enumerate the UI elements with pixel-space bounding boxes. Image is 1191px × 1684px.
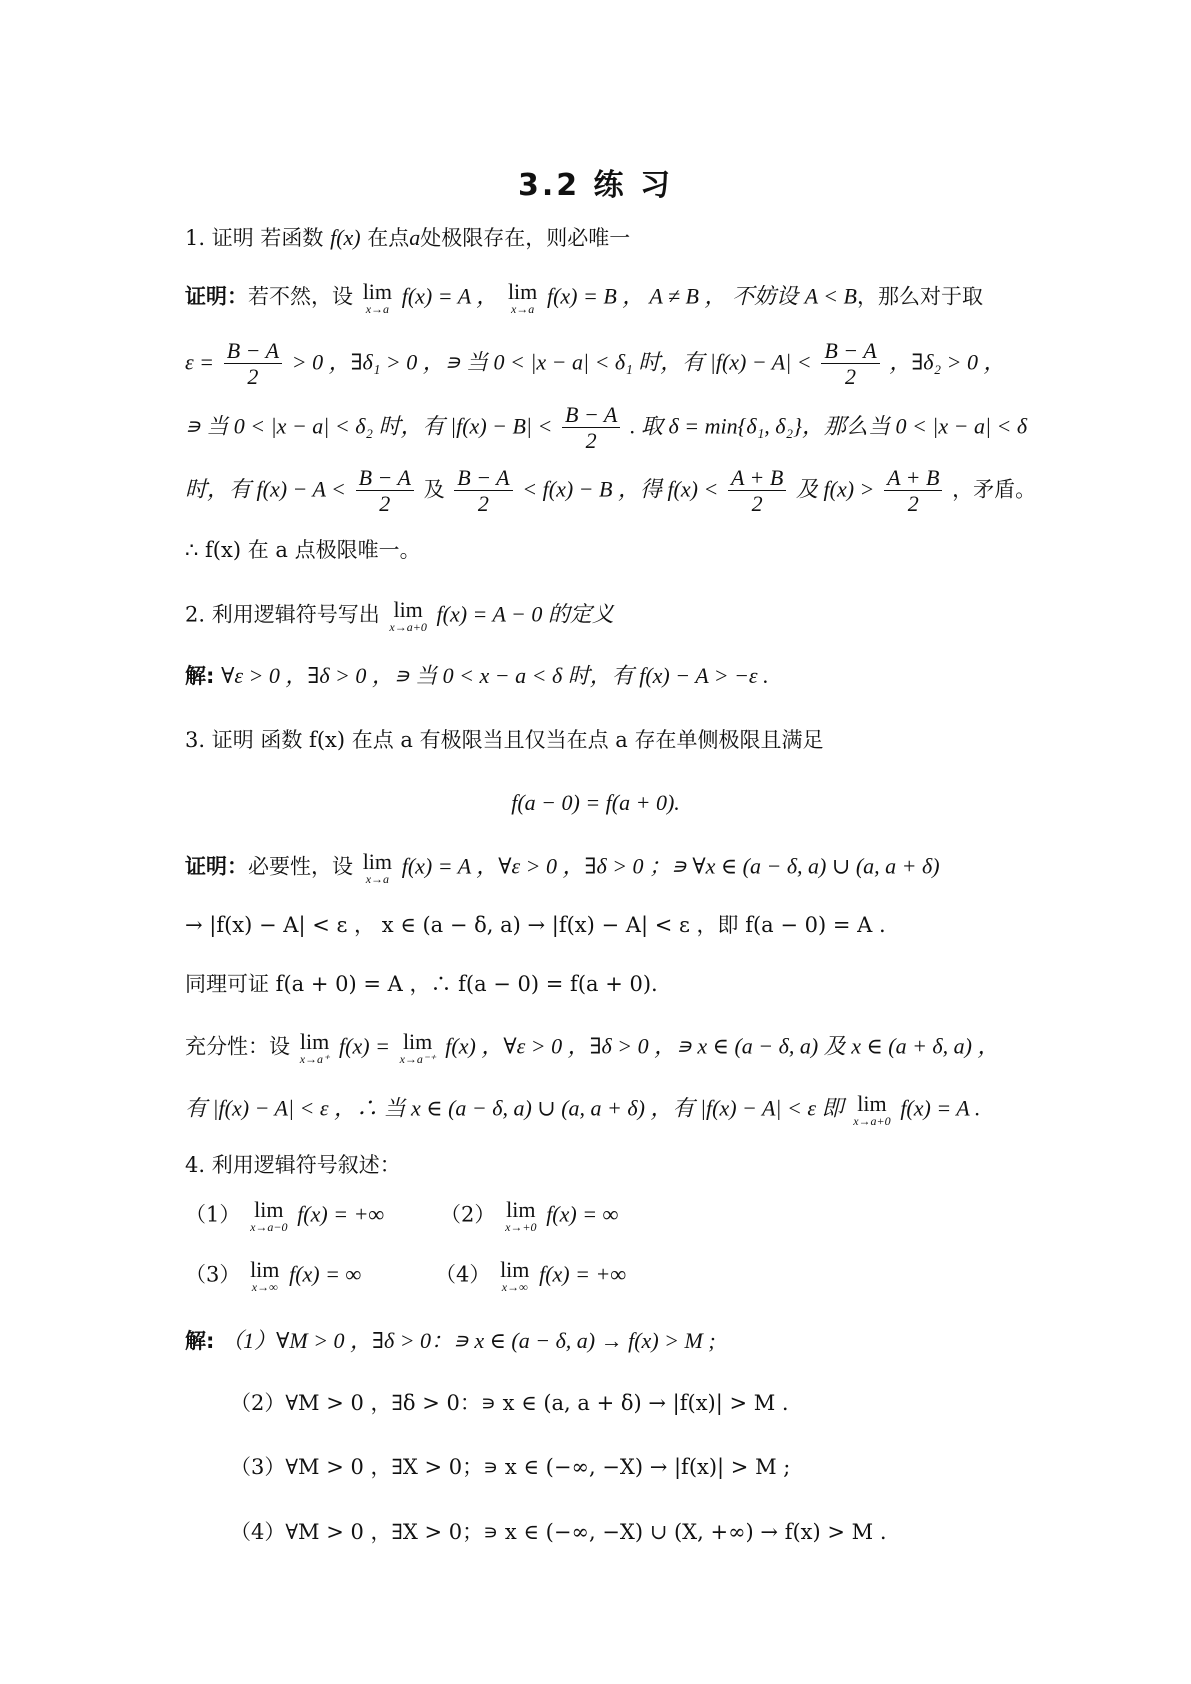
limit-operator: lim x→a⁻⁺ <box>399 1029 436 1067</box>
problem-4-item-3: （3） lim x→∞ f(x) = ∞ <box>185 1257 362 1295</box>
fraction: $\frac{B - A}{2}$ <box>454 465 512 517</box>
problem-3-proof-line-3: 同理可证 f(a + 0) = A ，∴ f(a − 0) = f(a + 0). <box>185 972 658 996</box>
limit-operator: lim x→a⁺ <box>299 1029 330 1067</box>
problem-1-proof-line-3: ∍ 当 0 < |x − a| < δ₂ 时，有 |f(x) − B| < $\frac{B - A}{2}$ . 取 δ = min{δ₁, δ₂}，那么当 0 < |x − a| < δ <box>185 402 1028 454</box>
problem-1-proof-line-1: 证明：若不然，设 lim x→a f(x) = A ， lim x→a f(x) = B ， A ≠ B ， 不妨设 A < B，那么对于取 <box>185 279 983 317</box>
problem-4-item-4: （4） lim x→∞ f(x) = +∞ <box>435 1257 626 1295</box>
problem-4-item-1: （1） lim x→a−0 f(x) = +∞ <box>185 1197 385 1235</box>
limit-operator: lim x→a <box>362 849 393 887</box>
problem-4-solution-4: （4）∀M > 0 ，∃X > 0；∍ x ∈ (−∞, −X) ∪ (X, +∞) → f(x) > M . <box>230 1520 887 1544</box>
fraction: $\frac{B - A}{2}$ <box>356 465 414 517</box>
page-title: 3.2 练 习 <box>517 168 674 203</box>
problem-1-proof-line-4: 时，有 f(x) − A < $\frac{B - A}{2}$ 及 $\frac{B - A}{2}$ < f(x) − B ，得 f(x) < $\frac{A + B}{2}$ 及 f(x) > $\frac{A + B}{2}$ ，矛盾。 <box>185 465 1037 517</box>
problem-3-equation: f(a − 0) = f(a + 0). <box>511 790 680 815</box>
fraction: $\frac{B - A}{2}$ <box>562 402 620 454</box>
problem-1-proof-line-2: ε = $\frac{B - A}{2}$ > 0 ，∃δ₁ > 0 ，∍ 当 0 < |x − a| < δ₁ 时，有 |f(x) − A| < $\frac{B - A}{2}$ ，∃δ₂ > 0 ， <box>185 338 1006 390</box>
problem-3-proof-line-5: 有 |f(x) − A| < ε ，∴ 当 x ∈ (a − δ, a) ∪ (a, a + δ) ，有 |f(x) − A| < ε 即 lim x→a+0 f(x) = A . <box>185 1091 981 1129</box>
problem-4-solution-2: （2）∀M > 0 ，∃δ > 0：∍ x ∈ (a, a + δ) → |f(x)| > M . <box>230 1391 789 1415</box>
problem-4-solution-3: （3）∀M > 0 ，∃X > 0；∍ x ∈ (−∞, −X) → |f(x)| > M ; <box>230 1455 791 1479</box>
fraction: $\frac{B - A}{2}$ <box>224 338 282 390</box>
fraction: $\frac{A + B}{2}$ <box>728 465 786 517</box>
fraction: $\frac{A + B}{2}$ <box>884 465 942 517</box>
limit-operator: lim x→a−0 <box>250 1197 288 1235</box>
problem-4-item-2: （2） lim x→+0 f(x) = ∞ <box>440 1197 619 1235</box>
problem-3-proof-line-4: 充分性：设 lim x→a⁺ f(x) = lim x→a⁻⁺ f(x) ，∀ε > 0 ，∃δ > 0 ，∍ x ∈ (a − δ, a) 及 x ∈ (a + δ, a) ， <box>185 1029 1000 1067</box>
problem-3-statement: 3. 证明 函数 f(x) 在点 a 有极限当且仅当在点 a 存在单侧极限且满足 <box>185 728 824 752</box>
limit-operator: lim x→∞ <box>500 1257 530 1295</box>
problem-2-solution: 解: ∀ε > 0 ，∃δ > 0 ，∍ 当 0 < x − a < δ 时，有 f(x) − A > −ε . <box>185 663 769 688</box>
limit-operator: lim x→∞ <box>250 1257 280 1295</box>
limit-operator: lim x→a+0 <box>853 1091 891 1129</box>
problem-1-statement: 1. 证明 若函数 f(x) 在点a处极限存在，则必唯一 <box>185 225 631 250</box>
limit-operator: lim x→a <box>507 279 538 317</box>
problem-1-conclusion: ∴ f(x) 在 a 点极限唯一。 <box>185 538 421 562</box>
limit-operator: lim x→a <box>362 279 393 317</box>
problem-4-solution-1: 解: （1）∀M > 0 ，∃δ > 0：∍ x ∈ (a − δ, a) → f(x) > M ; <box>185 1328 716 1353</box>
problem-4-statement: 4. 利用逻辑符号叙述： <box>185 1153 401 1177</box>
problem-3-proof-line-1: 证明：必要性，设 lim x→a f(x) = A ，∀ε > 0 ，∃δ > 0 ；∍ ∀x ∈ (a − δ, a) ∪ (a, a + δ) <box>185 849 940 887</box>
limit-operator: lim x→a+0 <box>389 597 427 635</box>
problem-2-statement: 2. 利用逻辑符号写出 lim x→a+0 f(x) = A − 0 的定义 <box>185 597 614 635</box>
fraction: $\frac{B - A}{2}$ <box>821 338 879 390</box>
problem-3-proof-line-2: → |f(x) − A| < ε ， x ∈ (a − δ, a) → |f(x) − A| < ε ，即 f(a − 0) = A . <box>185 913 886 937</box>
limit-operator: lim x→+0 <box>505 1197 537 1235</box>
